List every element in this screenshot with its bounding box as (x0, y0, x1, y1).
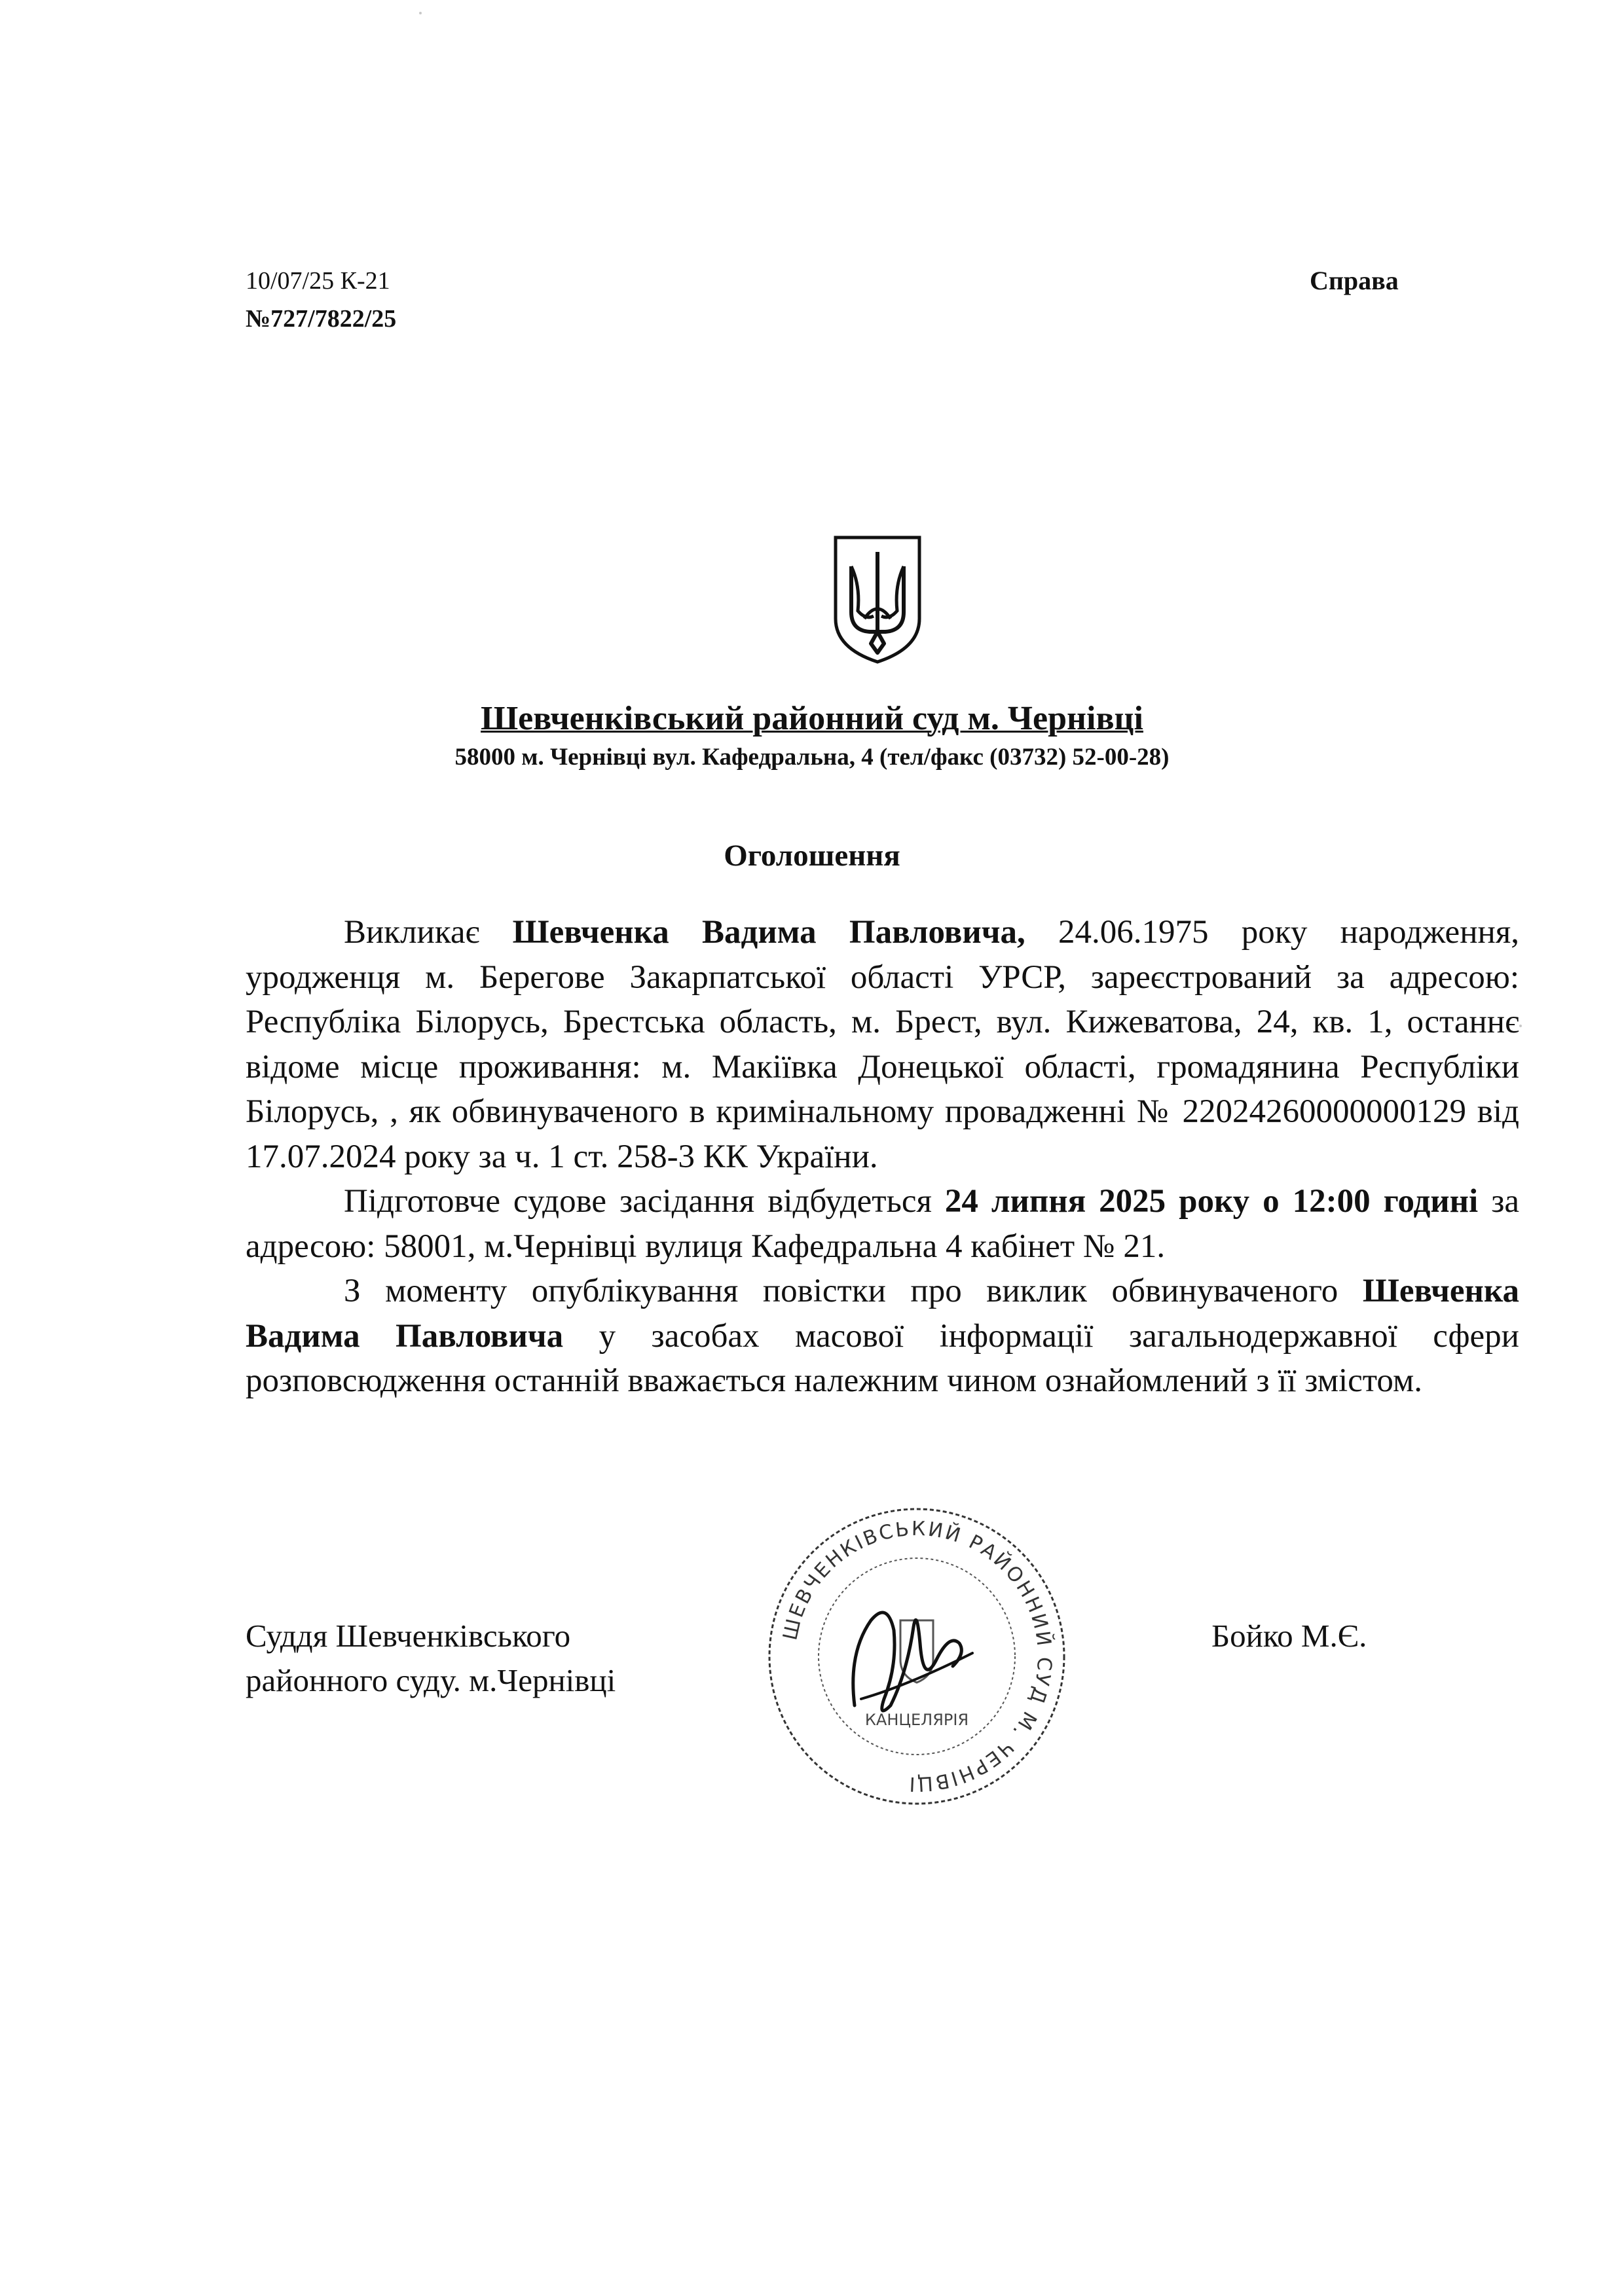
hearing-datetime: 24 липня 2025 року о 12:00 годині (944, 1183, 1479, 1220)
judge-name: Бойко М.Є. (1211, 1618, 1367, 1654)
announcement-title: Оголошення (724, 839, 900, 873)
trident-emblem-icon (832, 534, 923, 665)
p3-rest: у засобах масової інформації загальнодержавної сфери розповсюдження останній вважається належним чином ознайомлений з її змістом. (246, 1317, 1519, 1399)
judge-title (246, 1614, 616, 1703)
defendant-name-repeat: Шевченка Вадима Павловича (246, 1273, 1519, 1355)
header-right-label: Справа (1310, 266, 1399, 295)
date-line: 10/07/25 К-21 (246, 267, 390, 295)
p2-prefix: Підготовче судове засідання відбудеться (344, 1183, 945, 1220)
court-seal-icon (756, 1489, 1077, 1823)
case-number: №727/7822/25 (246, 305, 397, 333)
handwritten-signature-icon (853, 1613, 972, 1711)
seal-inner-text: КАНЦЕЛЯРІЯ (864, 1711, 969, 1729)
scan-speck (1519, 1025, 1522, 1027)
judge-title-line1: Суддя Шевченківського (246, 1618, 571, 1654)
announcement-body (246, 910, 1519, 1404)
p1-prefix: Викликає (344, 914, 513, 951)
paragraph-summons (246, 910, 1519, 1179)
defendant-name: Шевченка Вадима Павловича, (512, 914, 1025, 951)
p1-details: 24.06.1975 року народження, уродженця м. Берегове Закарпатської області УРСР, зареєстрований за адресою: Республіка Білорусь, Брестська область, м. Брест, вул. Кижеватова, 24, кв. 1, останнє відоме місце проживання: м. Макіївка Донецької області, громадянина Республіки Білорусь, , як обвинуваченого в кримінальному провадженні № 22024260000000129 від 17.07.2024 року за ч. 1 ст. 258-3 КК України. (246, 914, 1519, 1175)
court-address: 58000 м. Чернівці вул. Кафедральна, 4 (тел/факс (03732) 52-00-28) (454, 744, 1170, 771)
paragraph-hearing (246, 1179, 1519, 1269)
p2-location: за адресою: 58001, м.Чернівці вулиця Кафедральна 4 кабінет № 21. (246, 1183, 1519, 1265)
seal-ring-text: ШЕВЧЕНКІВСЬКИЙ РАЙОННИЙ СУД М. ЧЕРНІВЦІ (779, 1517, 1056, 1796)
document-header-left (246, 262, 396, 338)
scan-speck (419, 12, 422, 14)
paragraph-notice (246, 1269, 1519, 1404)
p3-prefix: З моменту опублікування повістки про виклик обвинуваченого (344, 1273, 1363, 1309)
judge-title-line2: районного суду. м.Чернівці (246, 1662, 616, 1698)
court-name: Шевченківський районний суд м. Чернівці (481, 700, 1143, 737)
